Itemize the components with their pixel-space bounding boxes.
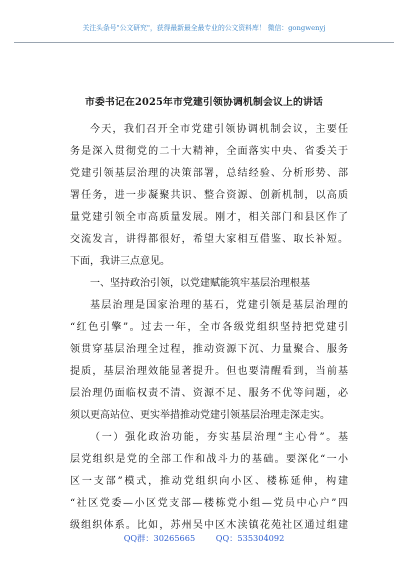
footer-contact — [0, 533, 408, 544]
body-line: 今天，我们召开全市党建引领协调机制会议，主要任 — [90, 124, 348, 135]
header-banner: 关注头条号"公文研究"，获得最新最全最专业的公文资料库！ 微信：gongwenyj — [82, 24, 326, 32]
body-line: 层治理仍面临权责不清、资源不足、服务不优等问题，必 — [70, 388, 348, 399]
body-line: 层党组织是党的全部工作和战斗力的基础。要深化“一小 — [70, 454, 348, 465]
body-line: 下面，我讲三点意见。 — [70, 256, 170, 267]
body-line: 级组织体系。比如，苏州吴中区木渎镇花苑社区通过组建 — [70, 520, 348, 531]
body-line: 交流发言，讲得都很好，希望大家相互借鉴、取长补短。 — [70, 234, 348, 245]
header-divider — [14, 42, 394, 43]
body-line: 一、坚持政治引领，以党建赋能筑牢基层治理根基 — [90, 278, 310, 289]
footer-qq: QQ：535304092 — [215, 533, 285, 543]
document-body — [70, 119, 348, 537]
body-line: 务是深入贯彻党的二十大精神，全面落实中央、省委关于 — [70, 146, 348, 157]
body-line: 区一支部”模式，推动党组织向小区、楼栋延伸，构建 — [70, 476, 348, 487]
body-line: 须以更高站位、更实举措推动党建引领基层治理走深走实。 — [70, 410, 330, 421]
body-line: 领贯穿基层治理全过程，推动资源下沉、力量聚合、服务 — [70, 344, 348, 355]
footer-qq-group: QQ群：30265665 — [123, 533, 196, 543]
body-line: 基层治理是国家治理的基石，党建引领是基层治理的 — [90, 300, 348, 311]
body-line: “红色引擎”。过去一年，全市各级党组织坚持把党建引 — [70, 322, 348, 333]
body-line: 署任务，进一步凝聚共识、整合资源、创新机制，以高质 — [70, 190, 348, 201]
body-line: “社区党委—小区党支部—楼栋党小组—党员中心户”四 — [70, 498, 348, 509]
body-line: （一）强化政治功能，夯实基层治理“主心骨”。基 — [90, 432, 348, 443]
body-line: 党建引领基层治理的决策部署，总结经验、分析形势、部 — [70, 168, 348, 179]
body-line: 提质，基层治理效能显著提升。但也要清醒看到，当前基 — [70, 366, 348, 377]
body-line: 量党建引领全市高质量发展。刚才，相关部门和县区作了 — [70, 212, 348, 223]
document-title: 市委书记在2025年市党建引领协调机制会议上的讲话 — [84, 97, 323, 108]
